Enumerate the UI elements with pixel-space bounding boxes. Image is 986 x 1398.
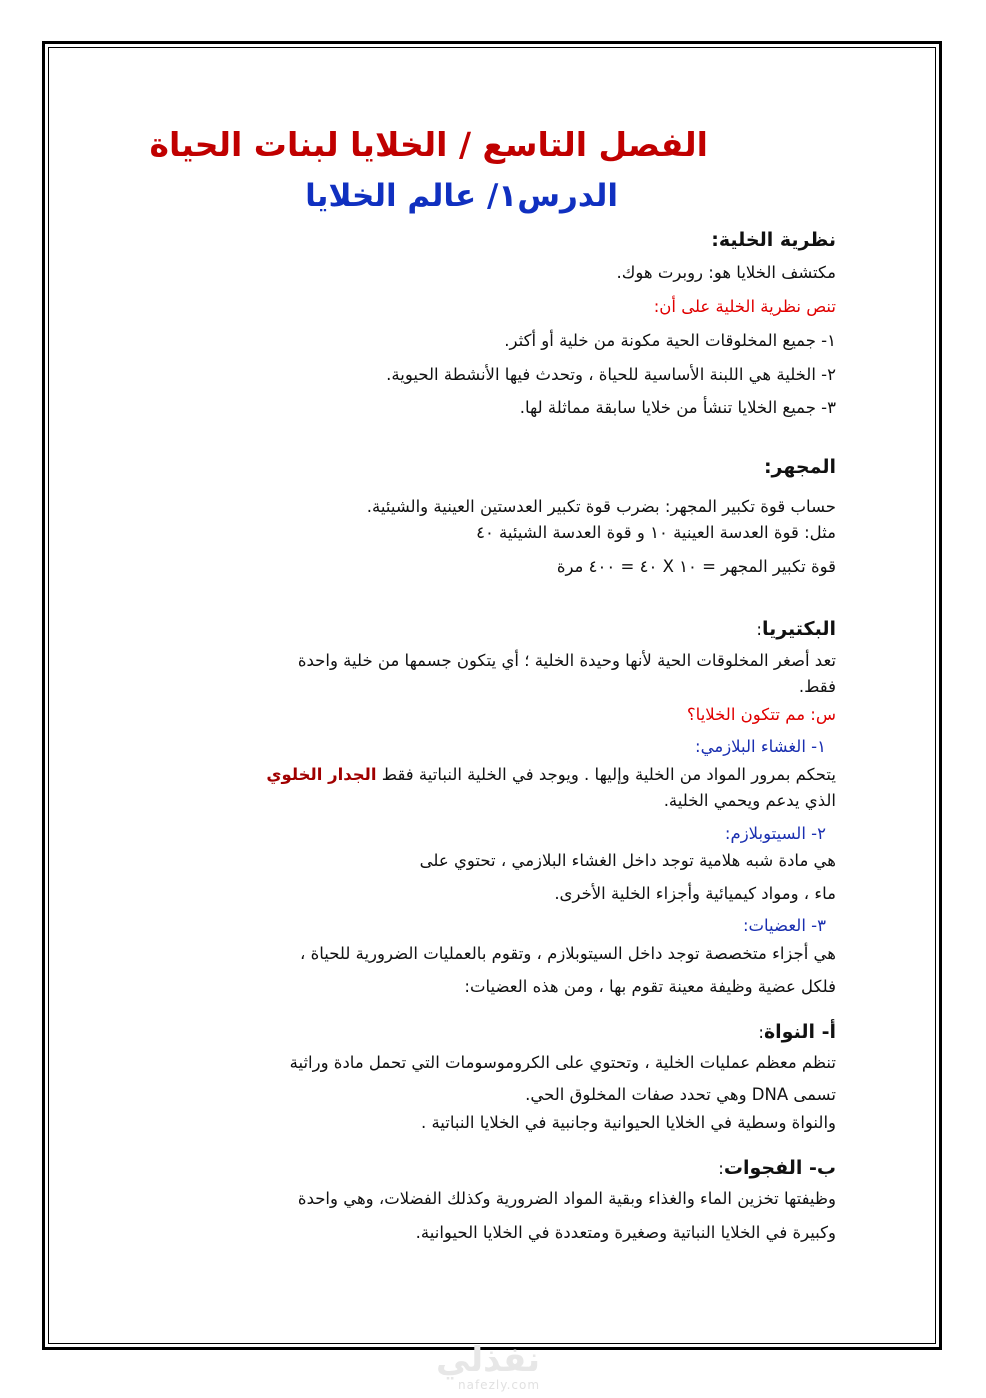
nucleus-text-1: تنظم معظم عمليات الخلية ، وتحتوي على الكروموسومات التي تحمل مادة وراثية (289, 1053, 836, 1072)
microscope-line-1: حساب قوة تكبير المجهر: بضرب قوة تكبير العدستين العينية والشيئية. (366, 497, 836, 516)
nucleus-text-2: تسمى DNA وهي تحدد صفات المخلوق الحي. (525, 1085, 836, 1104)
bacteria-heading: البكتيريا (761, 618, 836, 640)
membrane-text-1a: يتحكم بمرور المواد من الخلية وإليها . ويوجد في الخلية النباتية فقط (376, 765, 836, 784)
cells-question: س: مم تتكون الخلايا؟ (686, 705, 836, 724)
document-body (196, 0, 836, 1398)
watermark-site: nafezly.com (458, 1378, 541, 1392)
watermark-logo: نفذلي (436, 1340, 541, 1380)
membrane-text-1 (266, 764, 836, 786)
lesson-title: الدرس١/ عالم الخلايا (305, 178, 618, 214)
cell-theory-point-3: ٣- جميع الخلايا تنشأ من خلايا سابقة مماثلة لها. (519, 398, 836, 417)
vacuoles-text-1: وظيفتها تخزين الماء والغذاء وبقية المواد الضرورية وكذلك الفضلات، وهي واحدة (297, 1189, 836, 1208)
bacteria-text-1: تعد أصغر المخلوقات الحية لأنها وحيدة الخلية ؛ أي يتكون جسمها من خلية واحدة (297, 651, 836, 670)
organelles-text-1: هي أجزاء متخصصة توجد داخل السيتوبلازم ، وتقوم بالعمليات الضرورية للحياة ، (300, 944, 836, 963)
nucleus-text-3: والنواة وسطية في الخلايا الحيوانية وجانبية في الخلايا النباتية . (420, 1113, 836, 1132)
cytoplasm-heading: ٢- السيتوبلازم: (724, 824, 826, 843)
vacuoles-heading-colon: : (718, 1159, 724, 1178)
microscope-line-2: مثل: قوة العدسة العينية ١٠ و قوة العدسة الشيئية ٤٠ (476, 523, 836, 542)
organelles-text-2: فلكل عضية وظيفة معينة تقوم بها ، ومن هذه العضيات: (464, 977, 836, 996)
nucleus-heading-row (758, 1021, 836, 1044)
cytoplasm-text-2: ماء ، ومواد كيميائية وأجزاء الخلية الأخرى. (554, 884, 836, 903)
cell-theory-point-2: ٢- الخلية هي اللبنة الأساسية للحياة ، وتحدث فيها الأنشطة الحيوية. (386, 365, 836, 384)
cell-theory-heading: نظرية الخلية: (711, 229, 836, 251)
cell-theory-point-1: ١- جميع المخلوقات الحية مكونة من خلية أو أكثر. (504, 331, 836, 350)
bacteria-text-2: فقط. (798, 677, 836, 696)
microscope-heading: المجهر: (763, 456, 836, 478)
cell-theory-states: تنص نظرية الخلية على أن: (653, 297, 836, 316)
vacuoles-text-2: وكبيرة في الخلايا النباتية وصغيرة ومتعددة في الخلايا الحيوانية. (415, 1223, 836, 1242)
organelles-heading: ٣- العضيات: (742, 916, 826, 935)
chapter-title: الفصل التاسع / الخلايا لبنات الحياة (149, 125, 708, 164)
membrane-heading: ١- الغشاء البلازمي: (695, 737, 826, 756)
bacteria-heading-row (756, 618, 836, 641)
cytoplasm-text-1: هي مادة شبه هلامية توجد داخل الغشاء البلازمي ، تحتوي على (419, 851, 836, 870)
vacuoles-heading: ب- الفجوات (723, 1157, 836, 1179)
cell-wall-term: الجدار الخلوي (266, 765, 377, 784)
vacuoles-heading-row (718, 1157, 836, 1180)
microscope-line-3: قوة تكبير المجهر = ١٠ X ٤٠ = ٤٠٠ مرة (556, 557, 836, 576)
nucleus-heading: أ- النواة (763, 1021, 836, 1043)
membrane-text-2: الذي يدعم ويحمي الخلية. (663, 791, 836, 810)
nucleus-heading-colon: : (758, 1023, 764, 1042)
cell-discoverer: مكتشف الخلايا هو: روبرت هوك. (616, 263, 836, 282)
bacteria-heading-colon: : (756, 620, 762, 639)
